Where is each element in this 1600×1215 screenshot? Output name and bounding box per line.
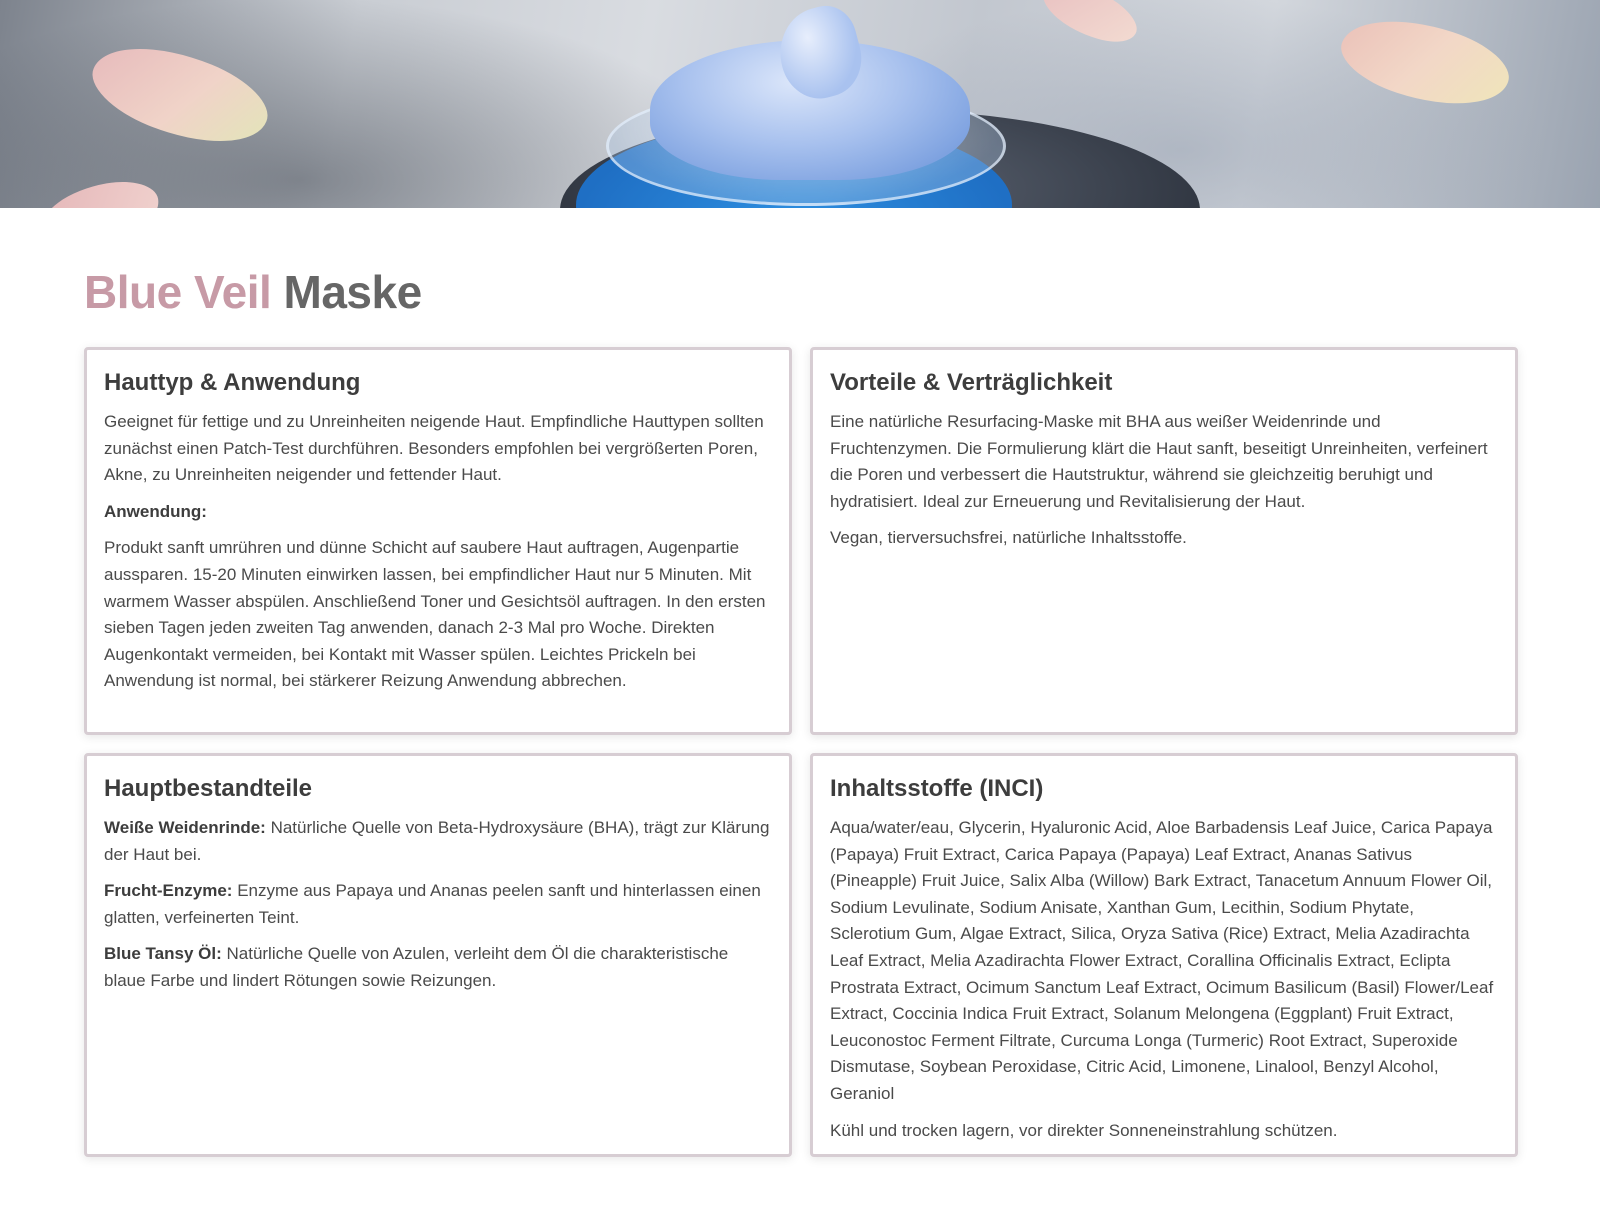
card-heading: Vorteile & Verträglichkeit xyxy=(830,369,1113,396)
page-header xyxy=(84,262,1516,322)
card-skin-type-usage xyxy=(84,347,792,735)
ingredient-text: Natürliche Quelle von Beta-Hydroxysäure (BHA), trägt zur Klärung der Haut bei. xyxy=(104,818,770,864)
card-heading: Inhaltsstoffe (INCI) xyxy=(830,775,1044,802)
ingredient-label: Weiße Weidenrinde: xyxy=(104,818,266,837)
card-main-ingredients xyxy=(84,753,792,1157)
ingredient-item xyxy=(104,815,772,868)
title-accent: Blue Veil xyxy=(84,266,272,318)
hero-petal xyxy=(82,24,279,166)
card-benefits xyxy=(810,347,1518,735)
benefits-note: Vegan, tierversuchsfrei, natürliche Inhaltsstoffe. xyxy=(830,528,1187,548)
card-inci xyxy=(810,753,1518,1157)
card-heading: Hauptbestandteile xyxy=(104,775,313,802)
hero-image xyxy=(0,0,1600,208)
title-rest: Maske xyxy=(283,266,422,318)
benefits-text: Eine natürliche Resurfacing-Maske mit BHA aus weißer Weidenrinde und Fruchtenzymen. Die Formulierung klärt die Haut sanft, beseitigt Unreinheiten, verfeinert die Poren und verbessert die Hautstruktur, während sie gleichzeitig beruhigt und hydratisiert. Ideal zur Erneuerung und Revitalisierung der Haut. xyxy=(830,412,1488,511)
ingredient-text: Natürliche Quelle von Azulen, verleiht dem Öl die charakteristische blaue Farbe und lindert Rötungen sowie Reizungen. xyxy=(104,944,729,990)
ingredient-item xyxy=(104,878,772,931)
info-grid xyxy=(84,347,1518,1157)
usage-label: Anwendung: xyxy=(104,501,207,521)
card-heading: Hauttyp & Anwendung xyxy=(104,369,361,396)
inci-list: Aqua/water/eau, Glycerin, Hyaluronic Acid, Aloe Barbadensis Leaf Juice, Carica Papaya (Papaya) Fruit Extract, Carica Papaya (Papaya) Leaf Extract, Ananas Sativus (Pineapple) Fruit Juice, Salix Alba (Willow) Bark Extract, Tanacetum Annuum Flower Oil, Sodium Levulinate, Sodium Anisate, Xanthan Gum, Lecithin, Sodium Phytate, Sclerotium Gum, Algae Extract, Silica, Oryza Sativa (Rice) Extract, Melia Azadirachta Leaf Extract, Melia Azadirachta Flower Extract, Corallina Officinalis Extract, Eclipta Prostrata Extract, Ocimum Sanctum Leaf Extract, Ocimum Basilicum (Basil) Flower/Leaf Extract, Coccinia Indica Fruit Extract, Solanum Melongena (Eggplant) Fruit Extract, Leuconostoc Ferment Filtrate, Curcuma Longa (Turmeric) Root Extract, Superoxide Dismutase, Soybean Peroxidase, Citric Acid, Limonene, Linalool, Benzyl Alcohol, Geraniol xyxy=(830,818,1494,1103)
ingredient-label: Frucht-Enzyme: xyxy=(104,881,233,901)
hero-petal xyxy=(1035,0,1144,57)
hero-petal xyxy=(1333,1,1518,125)
hero-petal xyxy=(36,175,165,208)
usage-text: Produkt sanft umrühren und dünne Schicht auf saubere Haut auftragen, Augenpartie aussparen. 15-20 Minuten einwirken lassen, bei empfindlicher Haut nur 5 Minuten. Mit warmem Wasser abspülen. Anschließend Toner und Gesichtsöl auftragen. In den ersten sieben Tagen jeden zweiten Tag anwenden, danach 2-3 Mal pro Woche. Direkten Augenkontakt vermeiden, bei Kontakt mit Wasser spülen. Leichtes Prickeln bei Anwendung ist normal, bei stärkerer Reizung Anwendung abbrechen. xyxy=(104,538,766,691)
skin-type-text: Geeignet für fettige und zu Unreinheiten neigende Haut. Empfindliche Hauttypen sollten zunächst einen Patch-Test durchführen. Besonders empfohlen bei vergrößerten Poren, Akne, zu Unreinheiten neigender und fettender Haut. xyxy=(104,412,764,485)
ingredient-text: Enzyme aus Papaya und Ananas peelen sanft und hinterlassen einen glatten, verfeinerten Teint. xyxy=(104,881,761,927)
page-title xyxy=(84,262,1516,322)
ingredient-label: Blue Tansy Öl: xyxy=(104,944,222,964)
ingredient-item xyxy=(104,941,772,994)
storage-note: Kühl und trocken lagern, vor direkter Sonneneinstrahlung schützen. xyxy=(830,1120,1338,1140)
